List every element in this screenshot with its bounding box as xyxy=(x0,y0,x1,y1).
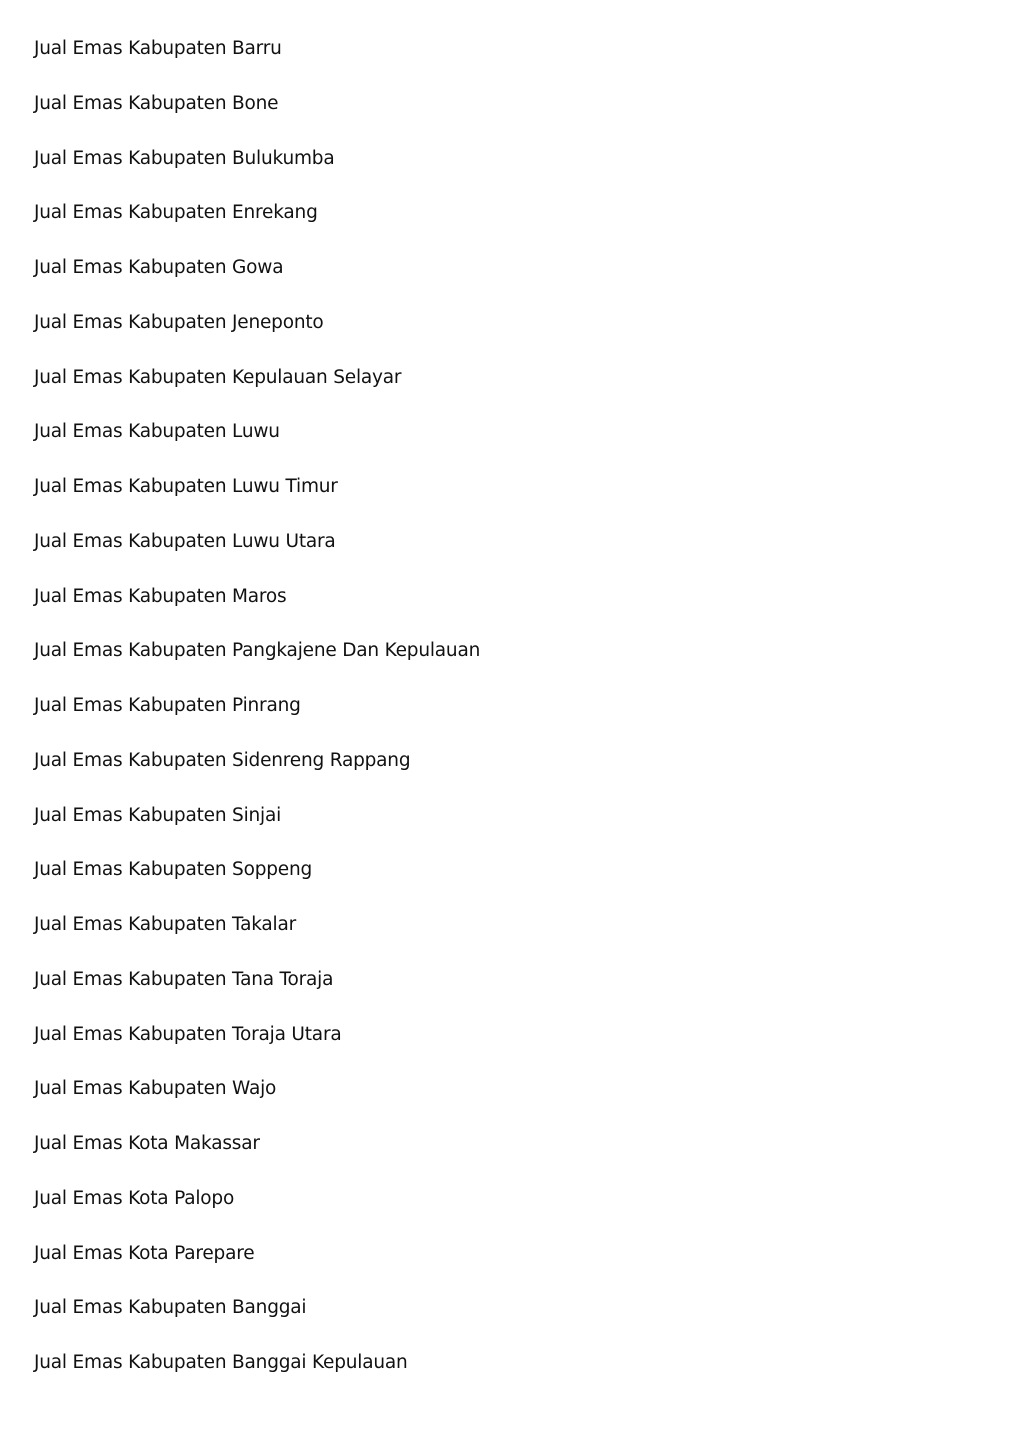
location-link[interactable]: Jual Emas Kota Makassar xyxy=(34,1133,260,1154)
location-link[interactable]: Jual Emas Kabupaten Luwu Timur xyxy=(34,476,338,497)
list-item xyxy=(34,198,480,253)
list-item xyxy=(34,144,480,199)
list-item xyxy=(34,582,480,637)
location-link[interactable]: Jual Emas Kabupaten Bone xyxy=(34,92,279,114)
location-link[interactable]: Jual Emas Kabupaten Pinrang xyxy=(34,695,301,716)
location-link[interactable]: Jual Emas Kabupaten Jeneponto xyxy=(34,311,324,333)
location-link[interactable]: Jual Emas Kota Parepare xyxy=(34,1242,255,1264)
location-link[interactable]: Jual Emas Kabupaten Takalar xyxy=(34,914,297,935)
list-item xyxy=(34,1129,480,1184)
list-item xyxy=(34,691,480,746)
location-link[interactable]: Jual Emas Kabupaten Luwu xyxy=(34,421,280,443)
location-link[interactable]: Jual Emas Kabupaten Bulukumba xyxy=(34,147,335,169)
location-link[interactable]: Jual Emas Kabupaten Barru xyxy=(34,38,282,59)
list-item xyxy=(34,636,480,691)
list-item xyxy=(34,1293,480,1348)
location-link[interactable]: Jual Emas Kabupaten Soppeng xyxy=(34,859,313,881)
list-item xyxy=(34,472,480,527)
list-item xyxy=(34,1184,480,1239)
list-item xyxy=(34,363,480,418)
list-item xyxy=(34,1348,480,1403)
location-link[interactable]: Jual Emas Kabupaten Toraja Utara xyxy=(34,1023,342,1045)
location-link[interactable]: Jual Emas Kabupaten Wajo xyxy=(34,1078,277,1100)
location-link[interactable]: Jual Emas Kabupaten Pangkajene Dan Kepulauan xyxy=(34,640,481,662)
list-item xyxy=(34,527,480,582)
location-link[interactable]: Jual Emas Kabupaten Maros xyxy=(34,585,287,607)
location-link[interactable]: Jual Emas Kabupaten Sidenreng Rappang xyxy=(34,749,411,771)
list-item xyxy=(34,855,480,910)
list-item xyxy=(34,801,480,856)
list-item xyxy=(34,1074,480,1129)
location-link[interactable]: Jual Emas Kabupaten Gowa xyxy=(34,257,284,278)
list-item xyxy=(34,89,480,144)
location-link-list xyxy=(34,34,480,1403)
list-item xyxy=(34,746,480,801)
location-link[interactable]: Jual Emas Kabupaten Kepulauan Selayar xyxy=(34,366,402,388)
location-link[interactable]: Jual Emas Kabupaten Enrekang xyxy=(34,202,318,224)
location-link[interactable]: Jual Emas Kabupaten Banggai Kepulauan xyxy=(34,1352,408,1373)
location-link[interactable]: Jual Emas Kabupaten Luwu Utara xyxy=(34,530,336,552)
list-item xyxy=(34,1239,480,1294)
location-link[interactable]: Jual Emas Kabupaten Banggai xyxy=(34,1297,307,1319)
list-item xyxy=(34,910,480,965)
list-item xyxy=(34,34,480,89)
list-item xyxy=(34,965,480,1020)
location-link[interactable]: Jual Emas Kota Palopo xyxy=(34,1187,235,1209)
list-item xyxy=(34,1020,480,1075)
list-item xyxy=(34,417,480,472)
location-link[interactable]: Jual Emas Kabupaten Tana Toraja xyxy=(34,968,334,990)
list-item xyxy=(34,308,480,363)
list-item xyxy=(34,253,480,308)
location-link[interactable]: Jual Emas Kabupaten Sinjai xyxy=(34,804,282,826)
